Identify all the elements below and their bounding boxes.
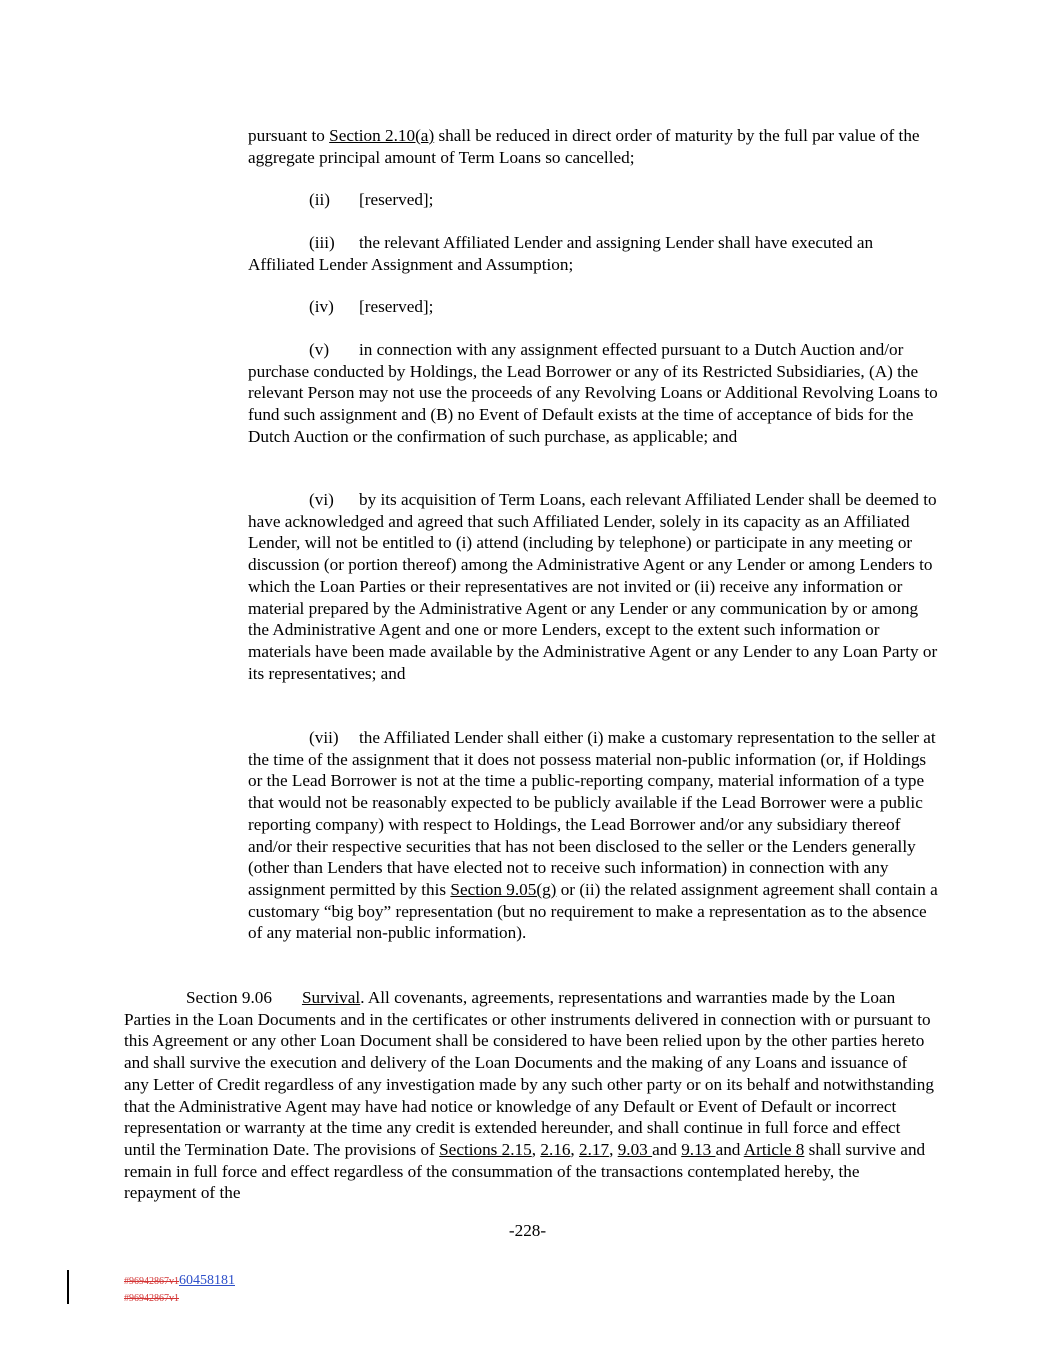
section-reference: Sections 2.15 [439, 1139, 532, 1159]
section-9-06 [124, 987, 934, 1204]
separator: , [570, 1139, 580, 1159]
section-reference: 2.17 [579, 1139, 610, 1159]
section-text: . All covenants, agreements, representations and warranties made by the Loan Parties in the Loan Documents and in the certificates or other instruments delivered in connection with or pursuant to this Agreement or any other Loan Document shall be considered to have been relied upon by the other parties hereto and shall survive the execution and delivery of the Loan Documents and the making of any Loans and issuance of any Letter of Credit regardless of any investigation made by any such other party or on its behalf and notwithstanding that the Administrative Agent may have had notice or knowledge of any Default or Event of Default or incorrect representation or warranty at the time any credit is extended hereunder, and shall continue in full force and effect until the Termination Date. The provisions of [124, 988, 934, 1159]
inserted-document-id: 60458181 [179, 1273, 235, 1288]
clause-text: [reserved]; [359, 297, 434, 316]
paragraph-continuation [248, 125, 938, 168]
clause-number: (vi) [309, 490, 334, 509]
clause-number: (iii) [309, 233, 335, 252]
clause-text: by its acquisition of Term Loans, each relevant Affiliated Lender shall be deemed to have acknowledged and agreed that such Affiliated Lender, solely in its capacity as an Affiliated Lender, will not be entitled to (i) attend (including by telephone) or participate in any meeting or discussion (or portion thereof) among the Administrative Agent or any Lender or among Lenders to which the Loan Parties or their representatives are not invited or (ii) receive any information or material prepared by the Administrative Agent or any Lender or any communication by or among the Administrative Agent and one or more Lenders, except to the extent such information or materials have been made available by the Administrative Agent or any Lender to any Loan Party or its representatives; and [248, 490, 938, 683]
deleted-document-id: #96942867v1 [124, 1293, 179, 1304]
section-reference: 2.16 [540, 1139, 571, 1159]
clause-text: the Affiliated Lender shall either (i) make a customary representation to the seller at the time of the assignment that it does not possess material non-public information (or, if Holdings or the Lead Borrower is not at the time a public-reporting company, material information of a type that would not be reasonably expected to be publicly available if the Lead Borrower were a public reporting company) with respect to Holdings, the Lead Borrower and/or any subsidiary thereof and/or their respective securities that has not been disclosed to the seller or the Lenders generally (other than Lenders that have elected not to receive such information) in connection with any assignment permitted by this [248, 728, 936, 899]
text: pursuant to [248, 126, 330, 145]
clause-text: the relevant Affiliated Lender and assigning Lender shall have executed an Affiliated Lender Assignment and Assumption; [248, 233, 874, 274]
section-reference: 9.03 [617, 1139, 653, 1159]
clause-number: (v) [309, 340, 330, 359]
clause-text: or (ii) the related assignment agreement shall contain a customary “big boy” representation (but no requirement to make a representation as to the absence of any material non-public information). [248, 879, 938, 943]
clause-text: [reserved]; [359, 190, 434, 209]
section-number: Section 9.06 [186, 988, 272, 1007]
clause-number: (iv) [309, 297, 334, 316]
section-heading: Survival [301, 988, 361, 1007]
clause-text: in connection with any assignment effected pursuant to a Dutch Auction and/or purchase conducted by Holdings, the Lead Borrower or any of its Restricted Subsidiaries, (A) the relevant Person may not use the proceeds of any Revolving Loans or Additional Revolving Loans to fund such assignment and (B) no Event of Default exists at the time of acceptance of bids for the Dutch Auction or the confirmation of such purchase, as applicable; and [248, 340, 938, 446]
separator: and [652, 1139, 682, 1159]
clause-v [248, 339, 938, 448]
clause-vii [248, 727, 938, 944]
clause-number: (ii) [309, 190, 330, 209]
section-reference: 9.13 [681, 1139, 716, 1159]
article-reference: Article 8 [743, 1139, 805, 1159]
change-bar [67, 1270, 69, 1304]
separator: and [715, 1139, 744, 1159]
page-number: -228- [508, 1221, 547, 1240]
separator: , [531, 1139, 541, 1159]
clause-iii [248, 232, 938, 275]
separator: , [609, 1139, 618, 1159]
section-reference: Section 2.10(a) [329, 126, 435, 145]
deleted-document-id: #96942867v1 [124, 1276, 179, 1287]
clause-ii [248, 189, 938, 211]
text: shall be reduced in direct order of maturity by the full par value of the aggregate principal amount of Term Loans so cancelled; [248, 126, 920, 167]
clause-iv [248, 296, 938, 318]
clause-number: (vii) [309, 728, 339, 747]
clause-vi [248, 489, 938, 684]
document-id-footer [124, 1272, 235, 1306]
section-reference: Section 9.05(g) [450, 879, 557, 899]
section-text: shall survive and remain in full force and effect regardless of the consummation of the transactions contemplated hereby, the repayment of the [124, 1139, 926, 1203]
